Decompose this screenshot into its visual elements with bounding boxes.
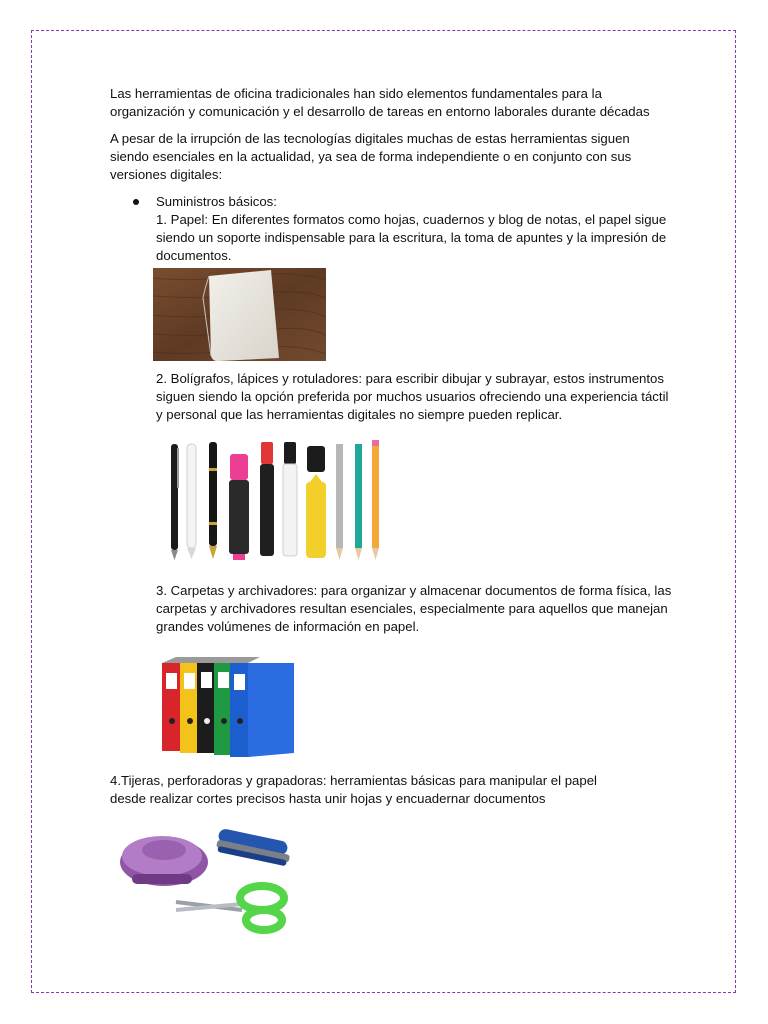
item-pens: 2. Bolígrafos, lápices y rotuladores: para escribir dibujar y subrayar, estos instrumentos siguen siendo la opción preferida por muchos usuarios ofreciendo una experiencia táctil y personal que las herramientas digitales no siempre pueden replicar. bbox=[156, 371, 669, 422]
bullet-icon bbox=[133, 199, 139, 205]
item-folders: 3. Carpetas y archivadores: para organizar y almacenar documentos de forma física, las carpetas y archivadores resultan esenciales, especialmente para aquellos que manejan grandes volúmenes de información en papel. bbox=[156, 583, 672, 634]
pens-and-markers-image bbox=[160, 438, 390, 564]
binders-image bbox=[160, 655, 298, 758]
item-paper: 1. Papel: En diferentes formatos como hojas, cuadernos y blog de notas, el papel sigue siendo un soporte indispensable para la escritura, la toma de apuntes y la impresión de documentos. bbox=[156, 212, 667, 263]
item-tools: 4.Tijeras, perforadoras y grapadoras: herramientas básicas para manipular el papel desde realizar cortes precisos hasta unir hojas y encuadernar documentos bbox=[110, 773, 597, 806]
second-paragraph: A pesar de la irrupción de las tecnologías digitales muchas de estas herramientas siguen siendo esenciales en la actualidad, ya sea de forma independiente o en conjunto con sus versiones digitales: bbox=[110, 131, 632, 182]
office-tools-image bbox=[112, 818, 304, 938]
intro-paragraph: Las herramientas de oficina tradicionales han sido elementos fundamentales para la organización y comunicación y el desarrollo de tareas en entorno laborales durante décadas bbox=[110, 86, 650, 119]
paper-on-wood-image bbox=[153, 268, 326, 361]
bullet-title: Suministros básicos: bbox=[156, 194, 277, 209]
